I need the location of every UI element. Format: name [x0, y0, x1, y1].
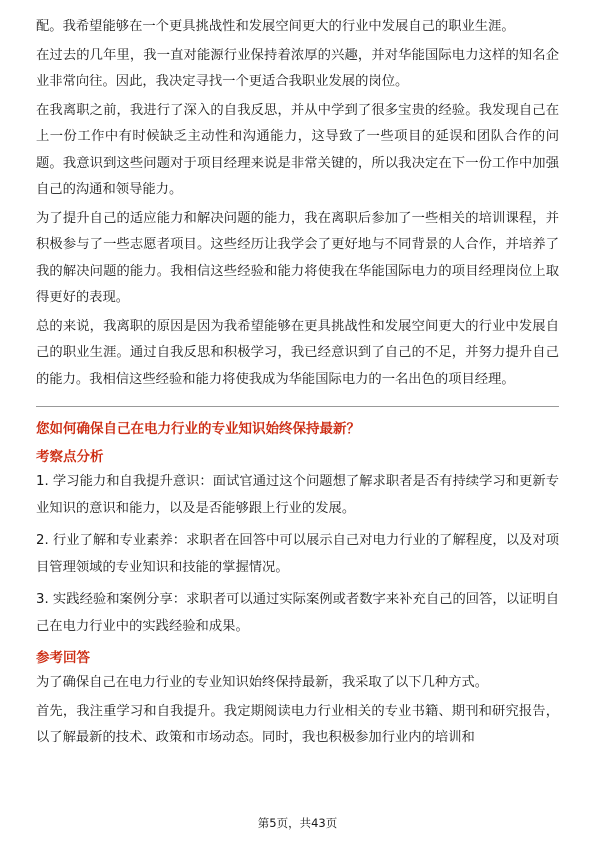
body-paragraph: 配。我希望能够在一个更具挑战性和发展空间更大的行业中发展自己的职业生涯。 — [36, 19, 515, 34]
analysis-heading: 考察点分析 — [36, 449, 104, 465]
analysis-points — [36, 469, 559, 640]
body-paragraph: 在我离职之前，我进行了深入的自我反思，并从中学到了很多宝贵的经验。我发现自己在上一份工作中有时候缺乏主动性和沟通能力，这导致了一些项目的延误和团队合作的问题。我意识到这些问题对于项目经理来说是非常关键的，所以我决定在下一份工作中加强自己的沟通和领导能力。 — [36, 102, 559, 197]
body-paragraph: 总的来说，我离职的原因是因为我希望能够在更具挑战性和发展空间更大的行业中发展自己的职业生涯。通过自我反思和积极学习，我已经意识到了自己的不足，并努力提升自己的能力。我相信这些经验和能力将使我成为华能国际电力的一名出色的项目经理。 — [36, 318, 559, 387]
reference-answer — [36, 670, 559, 752]
answer-paragraph: 为了确保自己在电力行业的专业知识始终保持最新，我采取了以下几种方式。 — [36, 675, 489, 690]
analysis-point: 2. 行业了解和专业素养：求职者在回答中可以展示自己对电力行业的了解程度，以及对项目管理领域的专业知识和技能的掌握情况。 — [36, 533, 559, 575]
intro-section — [36, 14, 559, 393]
answer-paragraph: 首先，我注重学习和自我提升。我定期阅读电力行业相关的专业书籍、期刊和研究报告，以了解最新的技术、政策和市场动态。同时，我也积极参加行业内的培训和 — [36, 703, 559, 745]
body-paragraph: 为了提升自己的适应能力和解决问题的能力，我在离职后参加了一些相关的培训课程，并积极参与了一些志愿者项目。这些经历让我学会了更好地与不同背景的人合作，并培养了我的解决问题的能力。我相信这些经验和能力将使我在华能国际电力的项目经理岗位上取得更好的表现。 — [36, 210, 559, 305]
body-paragraph: 在过去的几年里，我一直对能源行业保持着浓厚的兴趣，并对华能国际电力这样的知名企业非常向往。因此，我决定寻找一个更适合我职业发展的岗位。 — [36, 47, 559, 89]
page-footer: 第5页，共43页 — [257, 816, 338, 830]
analysis-point: 3. 实践经验和案例分享：求职者可以通过实际案例或者数字来补充自己的回答，以证明自己在电力行业中的实践经验和成果。 — [36, 592, 559, 634]
question-heading: 您如何确保自己在电力行业的专业知识始终保持最新？ — [36, 421, 360, 437]
document-page — [36, 14, 559, 754]
reference-heading: 参考回答 — [36, 650, 90, 666]
analysis-point: 1. 学习能力和自我提升意识：面试官通过这个问题想了解求职者是否有持续学习和更新专业知识的意识和能力，以及是否能够跟上行业的发展。 — [36, 474, 559, 516]
section-divider — [36, 406, 559, 407]
